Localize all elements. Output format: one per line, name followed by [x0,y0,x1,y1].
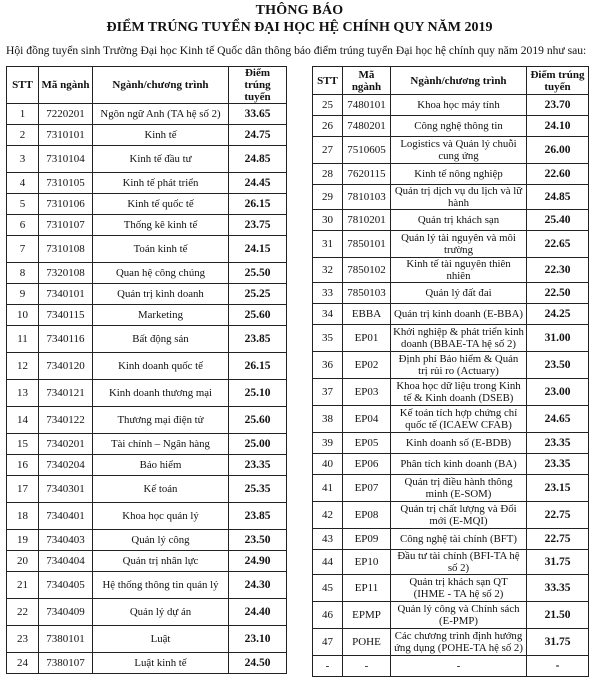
cell-score: 33.65 [229,104,287,125]
cell-stt: 19 [7,530,39,551]
cell-score: 24.50 [229,653,287,674]
header-code: Mã ngành [39,67,93,104]
cell-program: Quản lý dự án [93,599,229,626]
table-row [7,146,287,173]
cell-program: Đầu tư tài chính (BFI-TA hệ số 2) [391,550,527,575]
table-row [313,629,589,656]
cell-score: 26.15 [229,194,287,215]
cell-code: 7850101 [343,231,391,258]
cell-code: EP09 [343,529,391,550]
cell-score: 22.50 [527,283,589,304]
cell-program: Quản lý đất đai [391,283,527,304]
cell-stt: 36 [313,352,343,379]
cell-program: Kinh tế tài nguyên thiên nhiên [391,258,527,283]
cell-program: Kế toán tích hợp chứng chỉ quốc tế (ICAEW CFAB) [391,406,527,433]
cell-code: 7310104 [39,146,93,173]
cell-stt: 41 [313,475,343,502]
cell-stt: 40 [313,454,343,475]
cell-stt: 14 [7,407,39,434]
cell-program: Kinh tế nông nghiệp [391,164,527,185]
table-row [313,210,589,231]
cell-program: Kinh doanh số (E-BDB) [391,433,527,454]
cell-score: 21.50 [527,602,589,629]
cell-program: Quản trị kinh doanh (E-BBA) [391,304,527,325]
cell-program: Khoa học quản lý [93,503,229,530]
header-program: Ngành/chương trình [93,67,229,104]
cell-code: 7340120 [39,353,93,380]
cell-program: Quản lý tài nguyên và môi trường [391,231,527,258]
cell-code: 7340404 [39,551,93,572]
table-row [313,352,589,379]
cell-code: 7620115 [343,164,391,185]
cell-score: 26.15 [229,353,287,380]
cell-stt: 33 [313,283,343,304]
notice-title: THÔNG BÁO [255,3,344,18]
cell-score: 23.10 [229,626,287,653]
cell-stt: 11 [7,326,39,353]
cell-score: 23.35 [527,433,589,454]
cell-code: 7310105 [39,173,93,194]
cell-code: EP07 [343,475,391,502]
cell-program: Thống kê kinh tế [93,215,229,236]
table-row [313,602,589,629]
cell-stt: 12 [7,353,39,380]
table-header-row [7,67,287,104]
header-stt: STT [7,67,39,104]
cell-score: 24.25 [527,304,589,325]
cell-program: Quản trị nhân lực [93,551,229,572]
cell-score: 24.75 [229,125,287,146]
table-row [7,380,287,407]
cell-score: 25.00 [229,434,287,455]
cell-stt: 27 [313,137,343,164]
table-row [7,173,287,194]
cell-code: 7340115 [39,305,93,326]
cell-program: Các chương trình định hướng ứng dụng (POHE-TA hệ số 2) [391,629,527,656]
cell-stt: 3 [7,146,39,173]
table-row [313,379,589,406]
table-row [7,476,287,503]
table-row [7,353,287,380]
cell-code: 7340403 [39,530,93,551]
scores-table-left [6,66,287,674]
cell-code: 7340121 [39,380,93,407]
cell-score: 25.60 [229,305,287,326]
cell-score: 23.50 [527,352,589,379]
cell-score: 31.75 [527,629,589,656]
cell-score: 31.75 [527,550,589,575]
cell-stt: 23 [7,626,39,653]
cell-program: Kinh doanh quốc tế [93,353,229,380]
header-score: Điểm trúng tuyển [229,67,287,104]
cell-program: Toán kinh tế [93,236,229,263]
cell-program: Phân tích kinh doanh (BA) [391,454,527,475]
cell-stt: - [313,656,343,677]
cell-score: 24.85 [527,185,589,210]
table-row [313,137,589,164]
cell-code: EP06 [343,454,391,475]
table-row [7,653,287,674]
cell-stt: 43 [313,529,343,550]
table-row [313,95,589,116]
header-stt: STT [313,67,343,95]
cell-stt: 2 [7,125,39,146]
table-row [7,215,287,236]
cell-score: 25.60 [229,407,287,434]
cell-stt: 39 [313,433,343,454]
table-row [313,575,589,602]
cell-score: 24.40 [229,599,287,626]
cell-score: 25.35 [229,476,287,503]
cell-score: 23.35 [229,455,287,476]
intro-text: Hội đồng tuyển sinh Trường Đại học Kinh tế Quốc dân thông báo điểm trúng tuyển Đại học hệ chính quy năm 2019 như sau: [6,44,587,57]
table-row [7,104,287,125]
cell-program: Kinh tế [93,125,229,146]
cell-code: EBBA [343,304,391,325]
cell-code: 7310107 [39,215,93,236]
cell-stt: 28 [313,164,343,185]
table-row [7,125,287,146]
table-row [313,304,589,325]
cell-code: EP11 [343,575,391,602]
table-row [313,325,589,352]
cell-code: 7380101 [39,626,93,653]
header-program: Ngành/chương trình [391,67,527,95]
cell-code: 7340405 [39,572,93,599]
cell-program: Hệ thống thông tin quản lý [93,572,229,599]
cell-program: - [391,656,527,677]
cell-stt: 34 [313,304,343,325]
cell-stt: 37 [313,379,343,406]
cell-score: 23.50 [229,530,287,551]
cell-code: 7310108 [39,236,93,263]
cell-code: 7340101 [39,284,93,305]
cell-stt: 10 [7,305,39,326]
cell-program: Quản trị kinh doanh [93,284,229,305]
cell-code: EP08 [343,502,391,529]
cell-score: 24.90 [229,551,287,572]
table-row [7,551,287,572]
cell-score: 23.70 [527,95,589,116]
table-row [313,475,589,502]
header-score: Điểm trúng tuyển [527,67,589,95]
cell-code: 7220201 [39,104,93,125]
cell-program: Marketing [93,305,229,326]
cell-program: Quan hệ công chúng [93,263,229,284]
notice-subtitle: ĐIỂM TRÚNG TUYỂN ĐẠI HỌC HỆ CHÍNH QUY NĂM 2019 [106,20,493,35]
cell-score: 24.85 [229,146,287,173]
cell-stt: 24 [7,653,39,674]
header-code: Mã ngành [343,67,391,95]
cell-score: 25.10 [229,380,287,407]
cell-code: 7310101 [39,125,93,146]
cell-stt: 9 [7,284,39,305]
cell-program: Tài chính – Ngân hàng [93,434,229,455]
cell-program: Logistics và Quản lý chuỗi cung ứng [391,137,527,164]
cell-program: Công nghệ thông tin [391,116,527,137]
cell-program: Quản trị khách sạn [391,210,527,231]
cell-stt: 30 [313,210,343,231]
cell-score: 23.15 [527,475,589,502]
cell-program: Thương mại điện tử [93,407,229,434]
cell-code: EP10 [343,550,391,575]
cell-score: 22.65 [527,231,589,258]
table-row [313,283,589,304]
table-row [313,502,589,529]
table-row [7,194,287,215]
cell-code: 7850103 [343,283,391,304]
cell-code: 7810201 [343,210,391,231]
cell-code: 7510605 [343,137,391,164]
cell-stt: 32 [313,258,343,283]
cell-stt: 21 [7,572,39,599]
cell-program: Quản trị khách sạn QT (IHME - TA hệ số 2) [391,575,527,602]
cell-stt: 16 [7,455,39,476]
cell-score: 24.45 [229,173,287,194]
cell-code: 7810103 [343,185,391,210]
cell-program: Bất động sản [93,326,229,353]
cell-stt: 44 [313,550,343,575]
table-row [7,326,287,353]
cell-stt: 20 [7,551,39,572]
cell-code: 7320108 [39,263,93,284]
table-row [7,503,287,530]
cell-score: 23.75 [229,215,287,236]
cell-score: 25.25 [229,284,287,305]
table-row [313,116,589,137]
table-row [7,626,287,653]
cell-score: 23.85 [229,503,287,530]
cell-code: 7340401 [39,503,93,530]
cell-program: Kế toán [93,476,229,503]
cell-code: EP05 [343,433,391,454]
cell-code: EP02 [343,352,391,379]
cell-score: 23.85 [229,326,287,353]
cell-code: 7340201 [39,434,93,455]
table-header-row [313,67,589,95]
cell-stt: 42 [313,502,343,529]
cell-code: EP01 [343,325,391,352]
cell-program: Kinh tế quốc tế [93,194,229,215]
table-row [7,236,287,263]
cell-stt: 18 [7,503,39,530]
cell-program: Quản trị chất lượng và Đổi mới (E-MQI) [391,502,527,529]
table-row [313,529,589,550]
cell-program: Định phí Bảo hiểm & Quản trị rủi ro (Actuary) [391,352,527,379]
cell-stt: 29 [313,185,343,210]
table-row [7,284,287,305]
table-row [313,406,589,433]
table-row [313,258,589,283]
table-row [7,263,287,284]
cell-score: 24.65 [527,406,589,433]
table-row [313,550,589,575]
cell-code: EPMP [343,602,391,629]
cell-score: 31.00 [527,325,589,352]
table-row [313,231,589,258]
cell-program: Quản lý công [93,530,229,551]
table-body-right [313,95,589,677]
cell-score: 33.35 [527,575,589,602]
cell-score: 22.75 [527,502,589,529]
cell-program: Khoa học máy tính [391,95,527,116]
table-row [7,305,287,326]
table-row [7,434,287,455]
cell-stt: 13 [7,380,39,407]
cell-score: 26.00 [527,137,589,164]
cell-stt: 31 [313,231,343,258]
cell-score: 23.00 [527,379,589,406]
cell-program: Quản trị điều hành thông minh (E-SOM) [391,475,527,502]
cell-code: POHE [343,629,391,656]
cell-stt: 5 [7,194,39,215]
cell-stt: 45 [313,575,343,602]
cell-stt: 25 [313,95,343,116]
cell-program: Kinh tế phát triển [93,173,229,194]
cell-code: 7340204 [39,455,93,476]
scores-table-right [312,66,589,677]
cell-code: EP03 [343,379,391,406]
table-row [7,530,287,551]
cell-stt: 47 [313,629,343,656]
cell-code: 7340122 [39,407,93,434]
table-row [313,433,589,454]
cell-stt: 6 [7,215,39,236]
cell-score: 23.35 [527,454,589,475]
cell-stt: 38 [313,406,343,433]
cell-stt: 7 [7,236,39,263]
table-body-left [7,104,287,674]
cell-stt: 17 [7,476,39,503]
cell-code: 7340301 [39,476,93,503]
cell-code: 7480201 [343,116,391,137]
cell-program: Bảo hiểm [93,455,229,476]
cell-score: 22.60 [527,164,589,185]
table-row [313,454,589,475]
cell-code: - [343,656,391,677]
cell-program: Khoa học dữ liệu trong Kinh tế & Kinh doanh (DSEB) [391,379,527,406]
cell-program: Công nghệ tài chính (BFT) [391,529,527,550]
cell-code: 7340116 [39,326,93,353]
table-row [7,407,287,434]
cell-program: Quản lý công và Chính sách (E-PMP) [391,602,527,629]
cell-stt: 1 [7,104,39,125]
table-row [313,656,589,677]
cell-code: 7480101 [343,95,391,116]
cell-program: Ngôn ngữ Anh (TA hệ số 2) [93,104,229,125]
cell-program: Khởi nghiệp & phát triển kinh doanh (BBAE-TA hệ số 2) [391,325,527,352]
cell-stt: 35 [313,325,343,352]
table-row [7,599,287,626]
cell-score: 22.75 [527,529,589,550]
cell-score: 25.50 [229,263,287,284]
cell-stt: 26 [313,116,343,137]
cell-score: 25.40 [527,210,589,231]
cell-stt: 46 [313,602,343,629]
cell-program: Kinh doanh thương mại [93,380,229,407]
cell-code: 7380107 [39,653,93,674]
cell-code: EP04 [343,406,391,433]
cell-score: 22.30 [527,258,589,283]
cell-score: 24.15 [229,236,287,263]
cell-code: 7340409 [39,599,93,626]
table-row [313,185,589,210]
cell-program: Luật kinh tế [93,653,229,674]
cell-score: - [527,656,589,677]
table-row [7,572,287,599]
cell-code: 7310106 [39,194,93,215]
cell-stt: 22 [7,599,39,626]
table-row [313,164,589,185]
cell-program: Luật [93,626,229,653]
table-row [7,455,287,476]
cell-stt: 4 [7,173,39,194]
cell-stt: 8 [7,263,39,284]
cell-score: 24.10 [527,116,589,137]
cell-program: Kinh tế đầu tư [93,146,229,173]
cell-score: 24.30 [229,572,287,599]
cell-stt: 15 [7,434,39,455]
cell-program: Quản trị dịch vụ du lịch và lữ hành [391,185,527,210]
cell-code: 7850102 [343,258,391,283]
